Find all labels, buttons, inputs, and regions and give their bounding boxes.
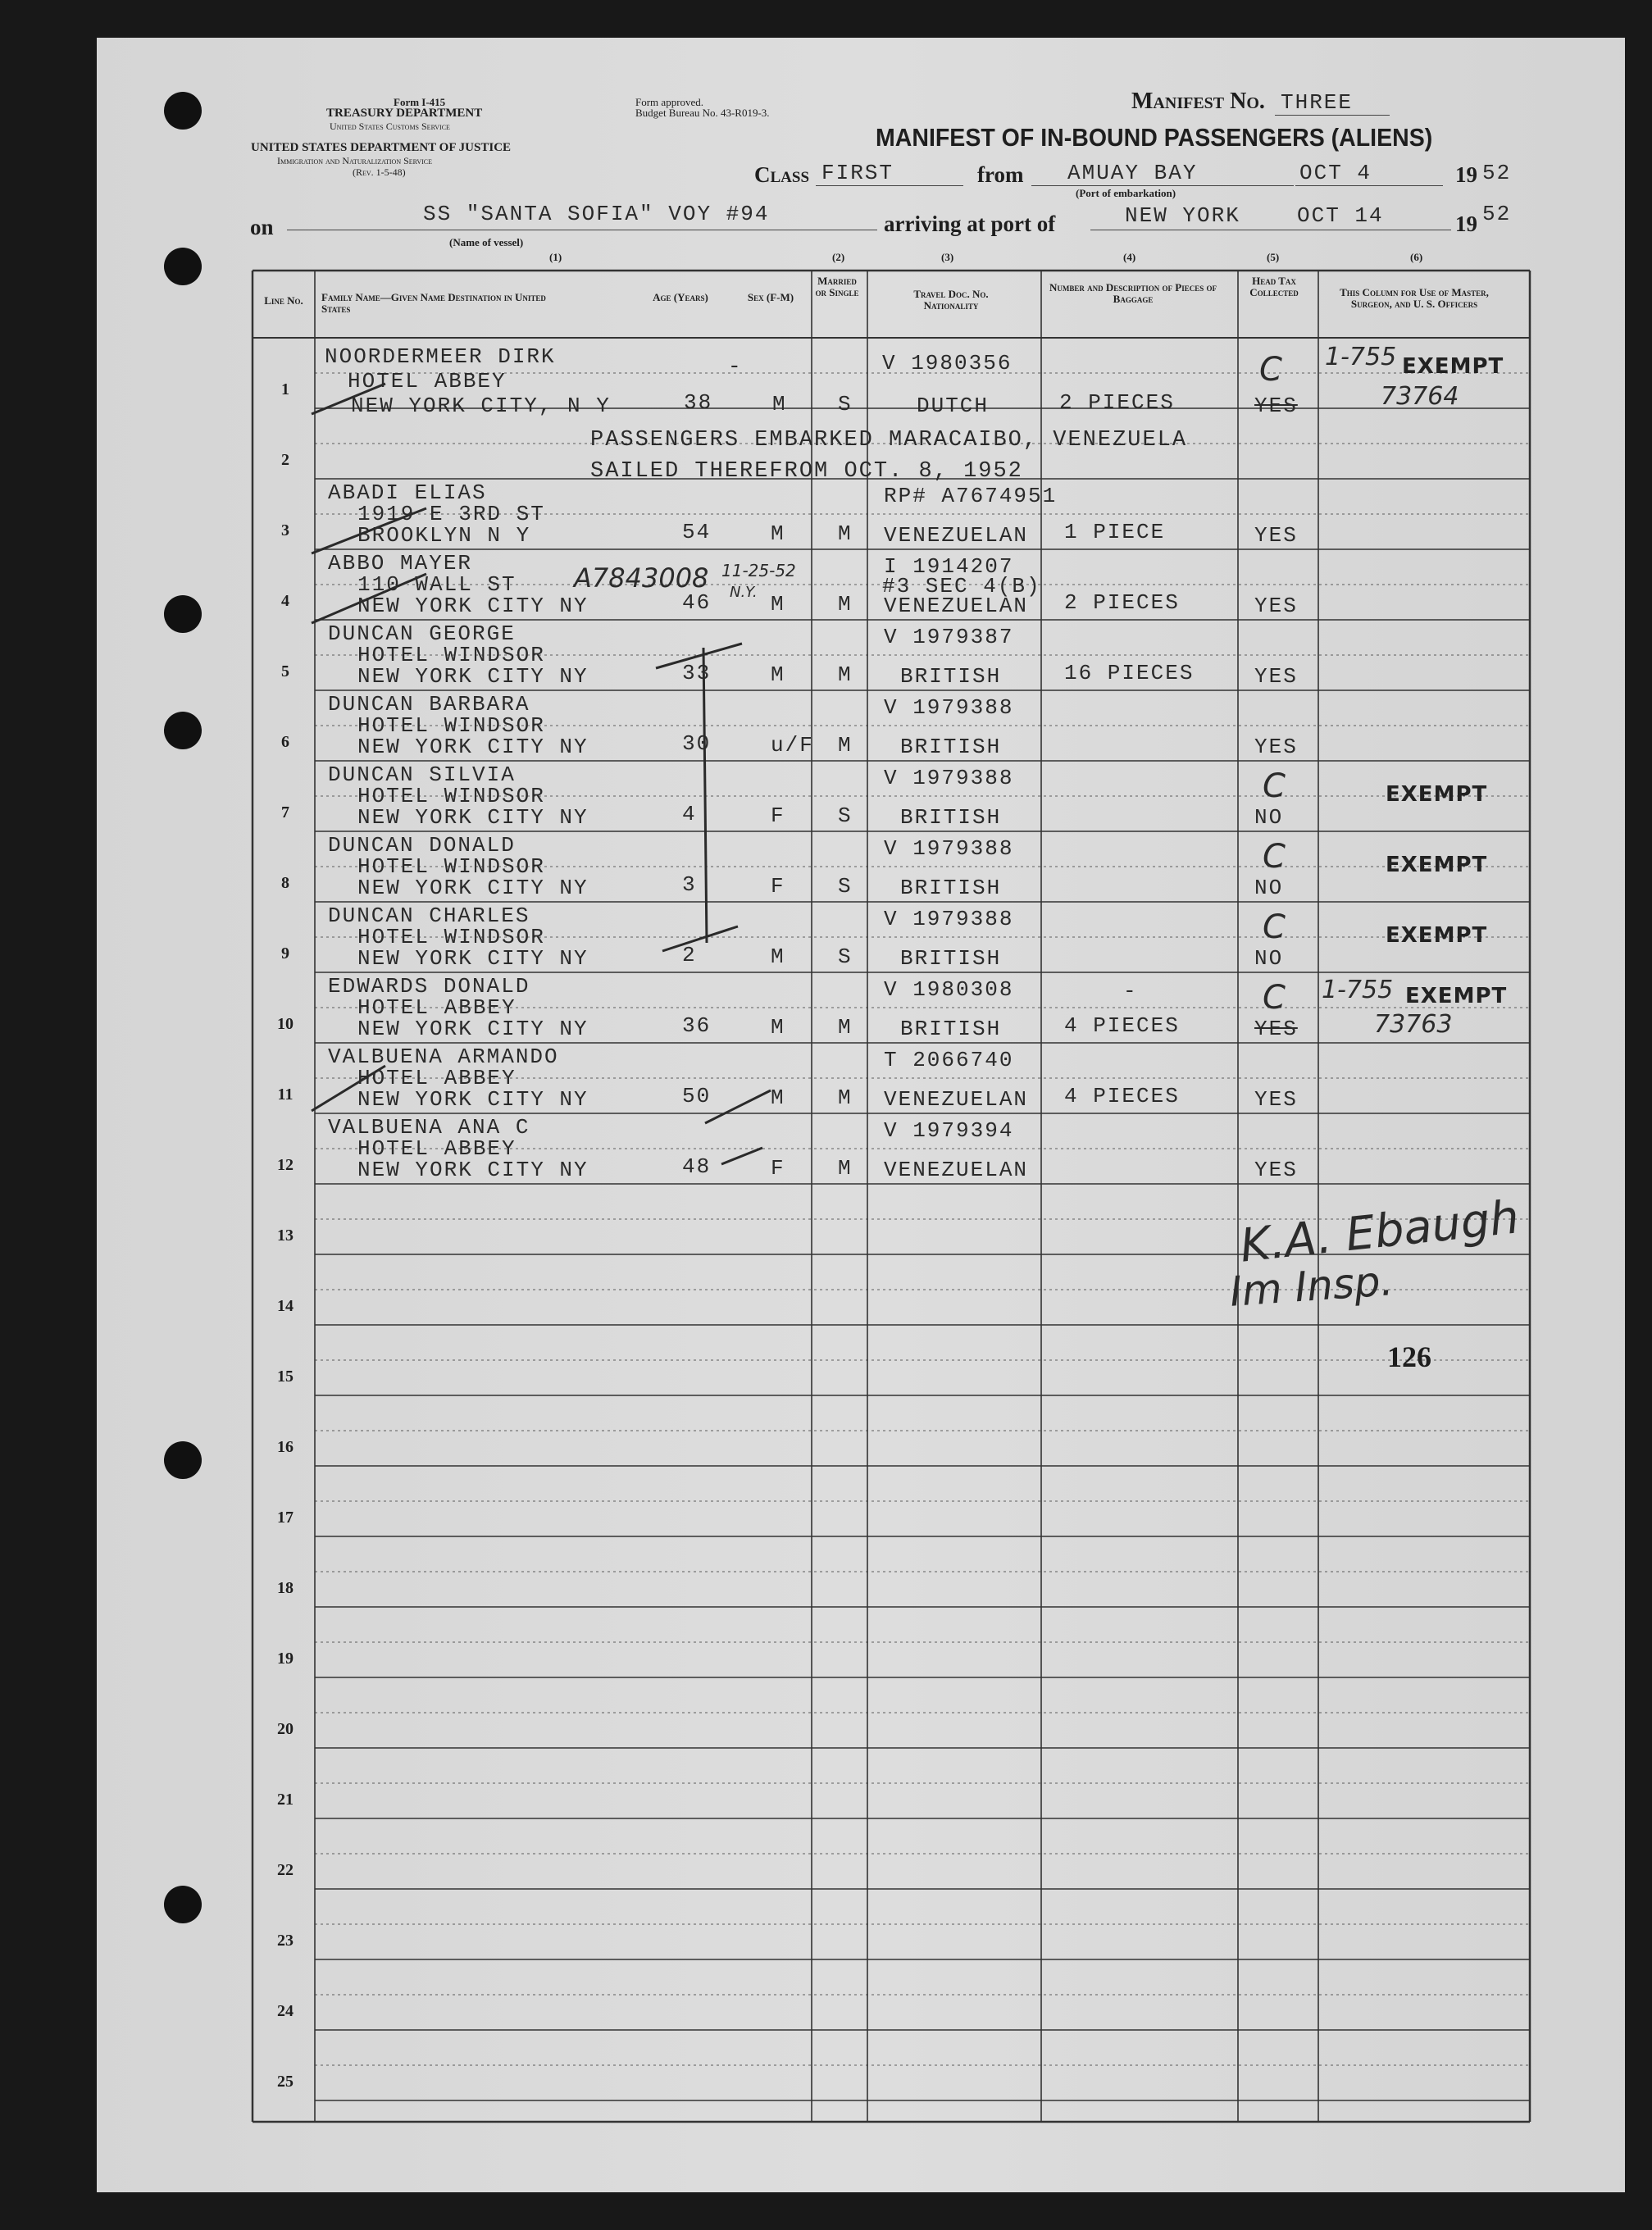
passenger-sex: M	[771, 944, 785, 969]
line-number: 16	[277, 1438, 294, 1456]
header-age: Age (Years)	[653, 291, 708, 303]
baggage: 16 PIECES	[1064, 661, 1195, 685]
passenger-sex: u/F	[771, 733, 814, 758]
passenger-age: 30	[682, 731, 712, 756]
head-tax: YES	[1254, 1158, 1298, 1182]
passenger-city: NEW YORK CITY NY	[357, 1158, 589, 1182]
registration-place-note: N.Y.	[730, 584, 758, 601]
passenger-address: HOTEL ABBEY	[348, 369, 507, 394]
manifest-number-label: Manifest No.	[1131, 89, 1265, 114]
marital-status: M	[838, 1156, 853, 1181]
line-number: 12	[277, 1156, 294, 1174]
customs-service: United States Customs Service	[330, 121, 450, 132]
ins-service: Immigration and Naturalization Service	[277, 155, 433, 166]
class-value: FIRST	[821, 161, 894, 185]
line-number: 23	[277, 1932, 294, 1950]
head-tax: YES	[1254, 735, 1298, 759]
passenger-age: 50	[682, 1084, 712, 1108]
treasury-department: TREASURY DEPARTMENT	[326, 107, 483, 120]
line-number: 2	[281, 451, 289, 469]
head-tax-mark: C	[1263, 767, 1286, 805]
head-tax: YES	[1254, 664, 1298, 689]
travel-doc-number: V 1979388	[884, 836, 1014, 861]
passenger-age: 2	[682, 943, 697, 967]
travel-doc-number: I 1914207	[884, 554, 1014, 579]
line-number: 13	[277, 1226, 294, 1245]
exempt-stamp: EXEMPT	[1402, 354, 1504, 379]
alien-registration-note: A7843008	[574, 562, 709, 594]
passenger-age: 54	[682, 520, 712, 544]
inspector-signature: K.A. Ebaugh	[1237, 1190, 1522, 1273]
travel-doc-number: V 1979388	[884, 695, 1014, 720]
baggage: 2 PIECES	[1059, 390, 1175, 415]
line-number: 1	[281, 380, 289, 398]
passenger-address: HOTEL ABBEY	[357, 1066, 517, 1090]
line-number: 8	[281, 874, 289, 892]
line-number: 22	[277, 1861, 294, 1879]
officer-note: 1-755	[1325, 343, 1397, 371]
exempt-stamp: EXEMPT	[1386, 923, 1488, 948]
line-number: 9	[281, 944, 289, 963]
on-label: on	[250, 215, 274, 239]
exempt-stamp: EXEMPT	[1386, 782, 1488, 807]
passenger-name: ABADI ELIAS	[328, 480, 487, 505]
passenger-city: NEW YORK CITY NY	[357, 1017, 589, 1041]
nationality: BRITISH	[900, 946, 1002, 971]
passenger-city: NEW YORK CITY, N Y	[351, 394, 611, 418]
line-number: 17	[277, 1509, 294, 1527]
officer-note-number: 73764	[1381, 382, 1459, 411]
passenger-address: HOTEL WINDSOR	[357, 784, 545, 808]
passenger-name: NOORDERMEER DIRK	[325, 344, 556, 369]
from-label: from	[977, 162, 1024, 187]
passenger-address: HOTEL WINDSOR	[357, 643, 545, 667]
marital-status: S	[838, 874, 853, 899]
officer-note: 1-755	[1322, 976, 1394, 1004]
header-head-tax: Head Tax Collected	[1249, 275, 1299, 298]
passenger-name: DUNCAN SILVIA	[328, 762, 516, 787]
head-tax: YES	[1254, 523, 1298, 548]
travel-doc-number: V 1979388	[884, 907, 1014, 931]
arriving-label: arriving at port of	[884, 212, 1056, 236]
travel-doc-number: T 2066740	[884, 1048, 1014, 1072]
arrival-port: NEW YORK	[1125, 203, 1240, 228]
embark-note: PASSENGERS EMBARKED MARACAIBO, VENEZUELA	[590, 428, 1188, 453]
passenger-age: 48	[682, 1154, 712, 1179]
line-number: 24	[277, 2002, 294, 2020]
nationality: VENEZUELAN	[884, 594, 1029, 618]
line-number: 19	[277, 1650, 294, 1668]
page-number: 126	[1387, 1340, 1431, 1373]
officer-note-number: 73763	[1374, 1010, 1453, 1039]
baggage: 4 PIECES	[1064, 1013, 1180, 1038]
travel-doc-number: RP# A7674951	[884, 484, 1058, 508]
head-tax: NO	[1254, 805, 1284, 830]
header-baggage: Number and Description of Pieces of Baggage	[1049, 281, 1217, 305]
line-number: 11	[277, 1085, 294, 1104]
passenger-age: 46	[682, 590, 712, 615]
passenger-sex: M	[771, 1085, 785, 1110]
passenger-address: 1919 E 3RD ST	[357, 502, 545, 526]
passenger-age: 4	[682, 802, 697, 826]
passenger-sex: M	[771, 521, 785, 546]
header-married: Married or Single	[815, 275, 859, 298]
passenger-city: NEW YORK CITY NY	[357, 594, 589, 618]
passenger-name: VALBUENA ARMANDO	[328, 1044, 559, 1069]
family-bracket	[662, 648, 738, 951]
inspector-title: Im Insp.	[1228, 1257, 1395, 1316]
passenger-sex: M	[771, 662, 785, 687]
baggage: 4 PIECES	[1064, 1084, 1180, 1108]
check-mark	[721, 1148, 762, 1164]
column-number-5: (5)	[1267, 251, 1280, 263]
column-number-2: (2)	[832, 251, 845, 263]
vessel-caption: (Name of vessel)	[449, 236, 524, 248]
line-number: 15	[277, 1368, 294, 1386]
head-tax: NO	[1254, 946, 1284, 971]
travel-doc-number: V 1980308	[884, 977, 1014, 1002]
line-number: 7	[281, 803, 289, 821]
passenger-address: HOTEL ABBEY	[357, 995, 517, 1020]
header-travel-doc: Travel Doc. No. Nationality	[913, 288, 989, 312]
travel-doc-number: V 1980356	[882, 351, 1013, 375]
passenger-name: EDWARDS DONALD	[328, 974, 530, 999]
nationality: BRITISH	[900, 805, 1002, 830]
passenger-name: VALBUENA ANA C	[328, 1115, 530, 1140]
line-number: 14	[277, 1297, 294, 1315]
nationality: BRITISH	[900, 876, 1002, 900]
line-number: 5	[281, 662, 289, 680]
dash-mark: -	[1123, 979, 1138, 1004]
marital-status: S	[838, 803, 853, 828]
embarkation-caption: (Port of embarkation)	[1076, 187, 1176, 199]
passenger-sex: F	[771, 1156, 785, 1181]
manifest-number: THREE	[1281, 90, 1354, 115]
embarkation-port: AMUAY BAY	[1067, 161, 1198, 185]
travel-doc-number: V 1979394	[884, 1118, 1014, 1143]
arrival-year: 52	[1482, 202, 1512, 226]
revision-date: (Rev. 1-5-48)	[353, 166, 406, 178]
head-tax-mark: C	[1263, 908, 1286, 946]
marital-status: M	[838, 592, 853, 617]
line-number: 20	[277, 1720, 294, 1738]
passenger-city: NEW YORK CITY NY	[357, 1087, 589, 1112]
registration-date-note: 11-25-52	[721, 561, 796, 580]
header-sex: Sex (F-M)	[747, 291, 794, 303]
line-number: 6	[281, 733, 289, 751]
header-name: Family Name—Given Name Destination in United States	[321, 291, 546, 315]
passenger-city: NEW YORK CITY NY	[357, 946, 589, 971]
marital-status: M	[838, 1085, 853, 1110]
marital-status: S	[838, 392, 853, 416]
travel-doc-section: #3 SEC 4(B)	[882, 574, 1041, 598]
dash-mark: -	[728, 354, 743, 379]
travel-doc-number: V 1979387	[884, 625, 1014, 649]
marital-status: M	[838, 662, 853, 687]
nationality: BRITISH	[900, 664, 1002, 689]
nationality: BRITISH	[900, 735, 1002, 759]
passenger-name: DUNCAN GEORGE	[328, 621, 516, 646]
nationality: VENEZUELAN	[884, 1158, 1029, 1182]
marital-status: M	[838, 733, 853, 758]
arrival-year-prefix: 19	[1455, 212, 1477, 236]
passenger-name: DUNCAN BARBARA	[328, 692, 530, 717]
nationality: DUTCH	[917, 394, 990, 418]
passenger-city: NEW YORK CITY NY	[357, 664, 589, 689]
marital-status: M	[838, 1015, 853, 1040]
column-number-1: (1)	[549, 251, 562, 263]
form-number: Form I-415	[394, 96, 446, 108]
column-number-6: (6)	[1410, 251, 1423, 263]
head-tax: YES	[1254, 594, 1298, 618]
exempt-stamp: EXEMPT	[1405, 984, 1508, 1008]
embark-year: 52	[1482, 161, 1512, 185]
form-approved: Form approved.	[635, 96, 704, 108]
line-number: 21	[277, 1791, 294, 1809]
exempt-stamp: EXEMPT	[1386, 853, 1488, 877]
nationality: VENEZUELAN	[884, 1087, 1029, 1112]
embarkation-date: OCT 4	[1299, 161, 1372, 185]
passenger-name: ABBO MAYER	[328, 551, 473, 576]
passenger-address: 110 WALL ST	[357, 572, 517, 597]
passenger-name: DUNCAN DONALD	[328, 833, 516, 858]
column-number-3: (3)	[941, 251, 954, 263]
passenger-age: 33	[682, 661, 712, 685]
passenger-sex: F	[771, 803, 785, 828]
head-tax-mark: C	[1263, 838, 1286, 876]
budget-bureau: Budget Bureau No. 43-R019-3.	[635, 107, 770, 119]
passenger-city: NEW YORK CITY NY	[357, 735, 589, 759]
passenger-address: HOTEL WINDSOR	[357, 713, 545, 738]
passenger-city: BROOKLYN N Y	[357, 523, 531, 548]
passenger-name: DUNCAN CHARLES	[328, 903, 530, 928]
class-label: Class	[754, 162, 810, 187]
arrival-date: OCT 14	[1297, 203, 1384, 228]
passenger-sex: M	[771, 1015, 785, 1040]
baggage: 2 PIECES	[1064, 590, 1180, 615]
marital-status: S	[838, 944, 853, 969]
passenger-sex: M	[771, 592, 785, 617]
passenger-sex: F	[771, 874, 785, 899]
manifest-title: MANIFEST OF IN-BOUND PASSENGERS (ALIENS)	[876, 123, 1433, 152]
travel-doc-number: V 1979388	[884, 766, 1014, 790]
nationality: BRITISH	[900, 1017, 1002, 1041]
passenger-city: NEW YORK CITY NY	[357, 805, 589, 830]
passenger-city: NEW YORK CITY NY	[357, 876, 589, 900]
nationality: VENEZUELAN	[884, 523, 1029, 548]
passenger-age: 38	[684, 390, 713, 415]
line-number: 10	[277, 1015, 294, 1033]
head-tax: YES	[1254, 394, 1298, 418]
line-number: 3	[281, 521, 289, 539]
head-tax: YES	[1254, 1017, 1298, 1041]
vessel-name: SS "SANTA SOFIA" VOY #94	[423, 202, 770, 226]
check-mark	[705, 1090, 771, 1123]
passenger-address: HOTEL ABBEY	[357, 1136, 517, 1161]
sailed-note: SAILED THEREFROM OCT. 8, 1952	[590, 459, 1023, 484]
head-tax: YES	[1254, 1087, 1298, 1112]
passenger-sex: M	[772, 392, 787, 416]
passenger-age: 36	[682, 1013, 712, 1038]
line-number: 4	[281, 592, 289, 610]
passenger-address: HOTEL WINDSOR	[357, 854, 545, 879]
embark-year-prefix: 19	[1455, 162, 1477, 187]
line-number: 25	[277, 2073, 294, 2091]
passenger-address: HOTEL WINDSOR	[357, 925, 545, 949]
line-number: 18	[277, 1579, 294, 1597]
header-line-no: Line No.	[264, 294, 303, 307]
column-number-4: (4)	[1123, 251, 1136, 263]
justice-department: UNITED STATES DEPARTMENT OF JUSTICE	[251, 141, 512, 154]
baggage: 1 PIECE	[1064, 520, 1166, 544]
header-officers: This Column for Use of Master, Surgeon, and U. S. Officers	[1340, 286, 1489, 310]
head-tax: NO	[1254, 876, 1284, 900]
head-tax-mark: C	[1259, 351, 1282, 389]
head-tax-mark: C	[1263, 979, 1286, 1017]
marital-status: M	[838, 521, 853, 546]
passenger-age: 3	[682, 872, 697, 897]
